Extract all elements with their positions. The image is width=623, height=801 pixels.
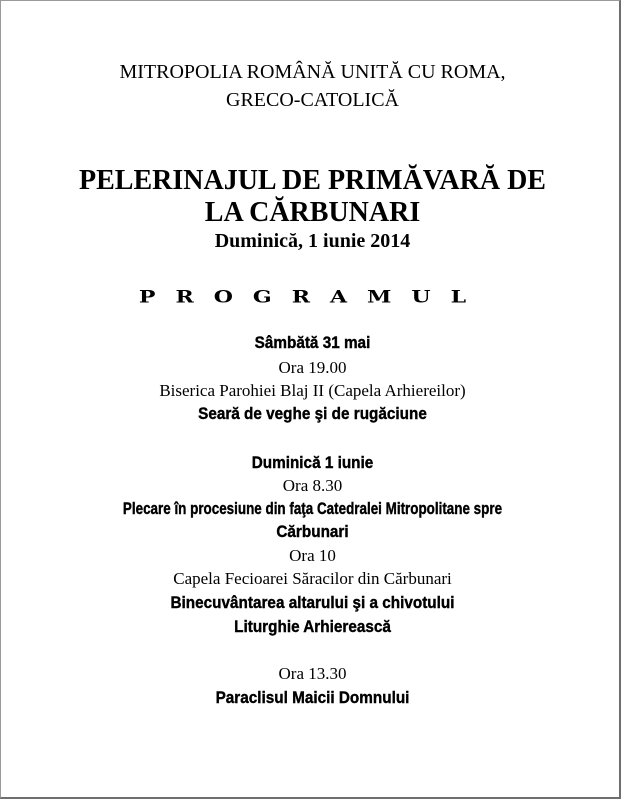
sunday-event-3: Paraclisul Maicii Domnului: [215, 688, 410, 707]
program-heading: PROGRAMUL: [138, 287, 487, 307]
sunday-event-2-line1: Binecuvântarea altarului şi a chivotului: [170, 593, 455, 612]
sunday-time-2: Ora 10: [289, 546, 336, 565]
sunday-event-1-line1: Plecare în procesiune din faţa Catedralei Mitropolitane spre: [122, 499, 503, 518]
pilgrimage-title-line2: LA CĂRBUNARI: [204, 197, 421, 228]
pilgrimage-title-line1: PELERINAJUL DE PRIMĂVARĂ DE: [79, 165, 546, 196]
sunday-time-3: Ora 13.30: [278, 664, 347, 683]
church-name-line2: GRECO-CATOLICĂ: [226, 89, 399, 111]
event-date: Duminică, 1 iunie 2014: [214, 230, 411, 252]
sunday-event-2-line2: Liturghie Arhierească: [234, 617, 391, 636]
sunday-event-1-line2: Cărbunari: [276, 522, 349, 541]
sunday-time-1: Ora 8.30: [282, 476, 343, 495]
saturday-time: Ora 19.00: [278, 358, 347, 377]
sunday-day: Duminică 1 iunie: [251, 453, 374, 472]
saturday-event: Seară de veghe şi de rugăciune: [198, 404, 427, 423]
saturday-place: Biserica Parohiei Blaj II (Capela Arhiereilor): [159, 381, 466, 400]
saturday-day: Sâmbătă 31 mai: [254, 333, 371, 352]
sunday-place-2: Capela Fecioarei Săracilor din Cărbunari: [173, 569, 452, 588]
church-name-line1: MITROPOLIA ROMÂNĂ UNITĂ CU ROMA,: [119, 61, 506, 83]
